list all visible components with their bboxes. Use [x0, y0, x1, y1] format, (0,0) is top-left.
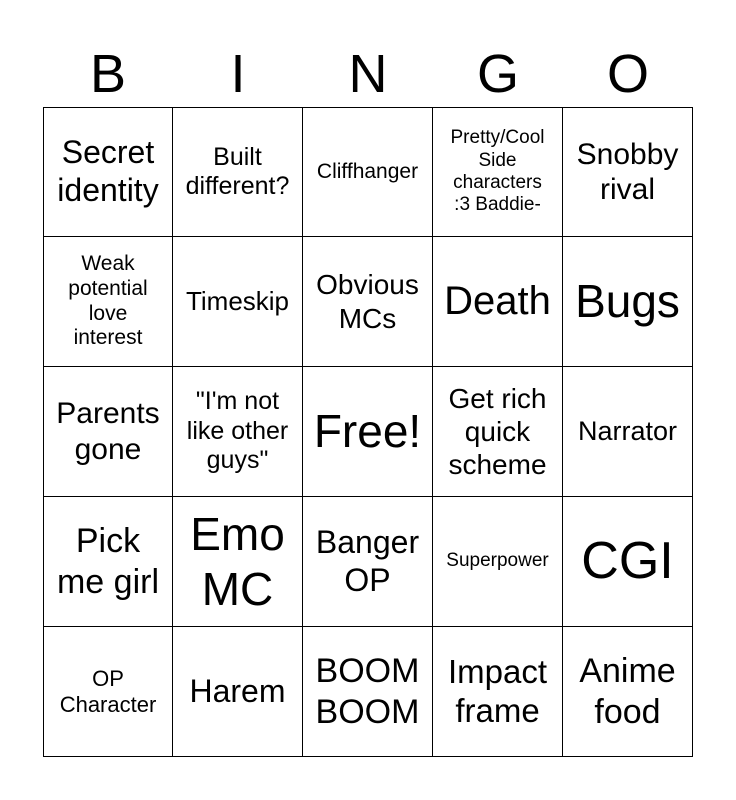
bingo-cell: Cliffhanger	[303, 107, 433, 237]
bingo-cell: Bugs	[563, 237, 693, 367]
bingo-free-space: Free!	[303, 367, 433, 497]
bingo-cell: Weak potential love interest	[43, 237, 173, 367]
bingo-cell: Superpower	[433, 497, 563, 627]
bingo-header	[43, 42, 693, 106]
bingo-cell: Emo MC	[173, 497, 303, 627]
bingo-cell: Snobby rival	[563, 107, 693, 237]
bingo-cell: Secret identity	[43, 107, 173, 237]
bingo-cell: Harem	[173, 627, 303, 757]
header-letter-n: N	[348, 44, 388, 104]
header-letter-g: G	[476, 44, 519, 104]
bingo-cell: Pick me girl	[43, 497, 173, 627]
bingo-cell: "I'm not like other guys"	[173, 367, 303, 497]
bingo-cell: Built different?	[173, 107, 303, 237]
bingo-cell: OP Character	[43, 627, 173, 757]
bingo-cell: Death	[433, 237, 563, 367]
bingo-board	[43, 107, 693, 757]
bingo-cell: Obvious MCs	[303, 237, 433, 367]
bingo-cell: Impact frame	[433, 627, 563, 757]
bingo-cell: Narrator	[563, 367, 693, 497]
header-letter-o: O	[606, 44, 649, 104]
bingo-cell: Anime food	[563, 627, 693, 757]
bingo-cell: CGI	[563, 497, 693, 627]
header-letter-b: B	[89, 44, 127, 104]
bingo-cell: Banger OP	[303, 497, 433, 627]
bingo-cell: Timeskip	[173, 237, 303, 367]
bingo-cell: Get rich quick scheme	[433, 367, 563, 497]
bingo-cell: Pretty/Cool Side characters :3 Baddie-	[433, 107, 563, 237]
header-letter-i: I	[230, 44, 246, 104]
bingo-cell: BOOM BOOM	[303, 627, 433, 757]
bingo-cell: Parents gone	[43, 367, 173, 497]
